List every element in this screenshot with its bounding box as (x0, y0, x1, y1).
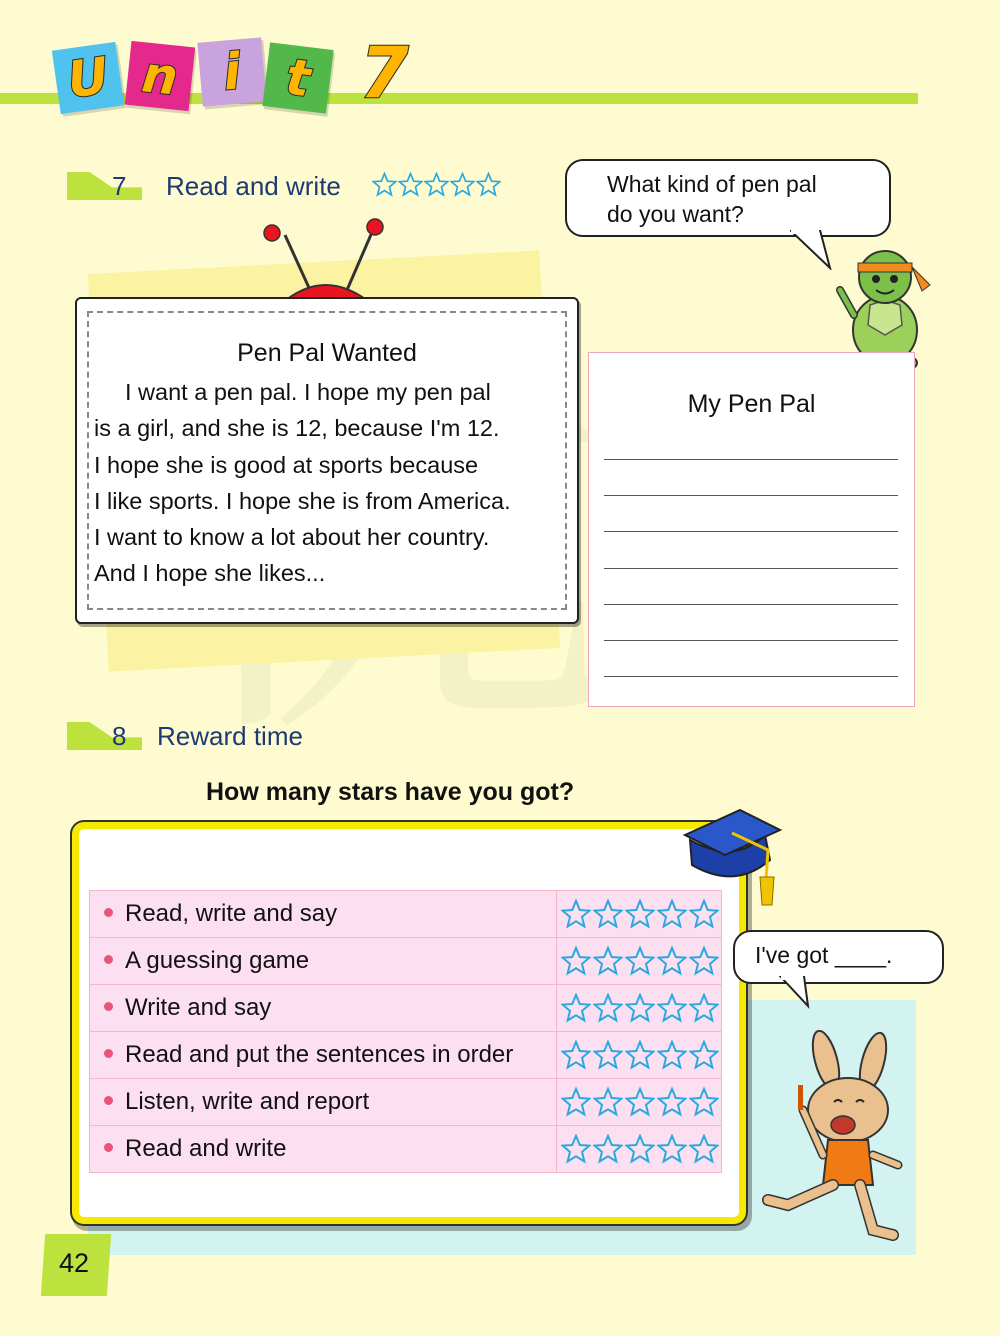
star-icon (561, 1087, 591, 1117)
bullet-dot (104, 955, 113, 964)
reward-box (72, 822, 746, 1224)
card-line: I want a pen pal. I hope my pen pal (125, 379, 491, 405)
star-icon (689, 1040, 719, 1070)
star-icon (625, 993, 655, 1023)
reward-row-stars[interactable] (561, 993, 721, 1023)
writing-line[interactable] (604, 676, 898, 677)
star-icon (593, 1134, 623, 1164)
my-pen-pal-box[interactable] (588, 352, 915, 707)
unit-tile-t: t (262, 42, 333, 113)
graduation-cap-icon (680, 805, 785, 910)
reward-row-label: Listen, write and report (125, 1088, 370, 1115)
page-number: 42 (59, 1248, 90, 1278)
section-8-number: 8 (112, 721, 127, 751)
star-icon (625, 1087, 655, 1117)
bubble-line-1: What kind of pen pal (607, 171, 817, 197)
reward-row-label: Write and say (125, 994, 272, 1021)
star-icon (372, 172, 397, 197)
star-icon (657, 946, 687, 976)
card-text (94, 374, 574, 592)
reward-row (90, 891, 722, 938)
reward-row (90, 938, 722, 985)
star-icon (398, 172, 423, 197)
reward-row-stars[interactable] (561, 1040, 721, 1070)
reward-row-label: Read, write and say (125, 900, 338, 927)
reward-row (90, 1079, 722, 1126)
bullet-dot (104, 1049, 113, 1058)
bullet-dot (104, 1143, 113, 1152)
reward-row-label: Read and put the sentences in order (125, 1041, 514, 1068)
section-7-tab (67, 172, 142, 200)
reward-row (90, 1126, 722, 1173)
card-line: And I hope she likes... (94, 560, 326, 587)
section-7-title: Read and write (166, 171, 341, 201)
star-icon (625, 946, 655, 976)
bullet-dot (104, 1002, 113, 1011)
reward-row-label: A guessing game (125, 947, 310, 974)
bubble-line-2: do you want? (607, 201, 744, 227)
unit-tile-u: U (52, 42, 124, 114)
star-icon (657, 993, 687, 1023)
reward-row-label: Read and write (125, 1135, 287, 1162)
bullet-dot (104, 1096, 113, 1105)
turtle-speech-bubble (565, 159, 891, 237)
writing-line[interactable] (604, 640, 898, 641)
star-icon (657, 1134, 687, 1164)
star-icon (593, 946, 623, 976)
writing-line[interactable] (604, 531, 898, 532)
my-pen-pal-title: My Pen Pal (687, 390, 816, 418)
star-icon (689, 993, 719, 1023)
star-icon (561, 993, 591, 1023)
star-icon (561, 899, 591, 929)
writing-line[interactable] (604, 459, 898, 460)
bubble-tail (778, 976, 818, 1010)
writing-line[interactable] (604, 568, 898, 569)
unit-number: 7 (360, 32, 409, 114)
reward-table (89, 890, 722, 1173)
reward-row-stars[interactable] (561, 1134, 721, 1164)
rabbit-illustration (748, 1030, 913, 1250)
card-title: Pen Pal Wanted (237, 339, 417, 367)
star-icon (657, 1087, 687, 1117)
section-8-title: Reward time (157, 721, 303, 751)
star-icon (593, 993, 623, 1023)
star-icon (424, 172, 449, 197)
star-icon (689, 946, 719, 976)
star-icon (476, 172, 501, 197)
pen-pal-card (75, 297, 579, 624)
bullet-dot (104, 908, 113, 917)
star-icon (657, 1040, 687, 1070)
star-icon (689, 1134, 719, 1164)
star-icon (625, 899, 655, 929)
star-icon (689, 1087, 719, 1117)
card-line: I want to know a lot about her country. (94, 524, 490, 551)
unit-tile-n: n (125, 41, 195, 111)
star-icon (561, 946, 591, 976)
reward-row (90, 1032, 722, 1079)
rabbit-speech-bubble (733, 930, 944, 984)
star-icon (593, 899, 623, 929)
card-line: I like sports. I hope she is from America. (94, 487, 511, 514)
star-icon (561, 1040, 591, 1070)
star-icon (625, 1040, 655, 1070)
star-icon (561, 1134, 591, 1164)
section-7-stars (372, 172, 501, 197)
star-icon (625, 1134, 655, 1164)
writing-line[interactable] (604, 495, 898, 496)
unit-tile-i: i (197, 37, 266, 106)
robot-antenna-illustration (255, 215, 390, 305)
reward-row-stars[interactable] (561, 1087, 721, 1117)
rabbit-bubble-text: I've got ____. (755, 942, 893, 968)
section-8-tab (67, 722, 142, 750)
reward-row-stars[interactable] (561, 946, 721, 976)
reward-row (90, 985, 722, 1032)
section-7-number: 7 (112, 171, 127, 201)
card-line: is a girl, and she is 12, because I'm 12. (94, 415, 500, 442)
writing-line[interactable] (604, 604, 898, 605)
star-icon (593, 1087, 623, 1117)
card-line: I hope she is good at sports because (94, 451, 479, 478)
reward-question: How many stars have you got? (206, 778, 575, 806)
star-icon (450, 172, 475, 197)
star-icon (593, 1040, 623, 1070)
